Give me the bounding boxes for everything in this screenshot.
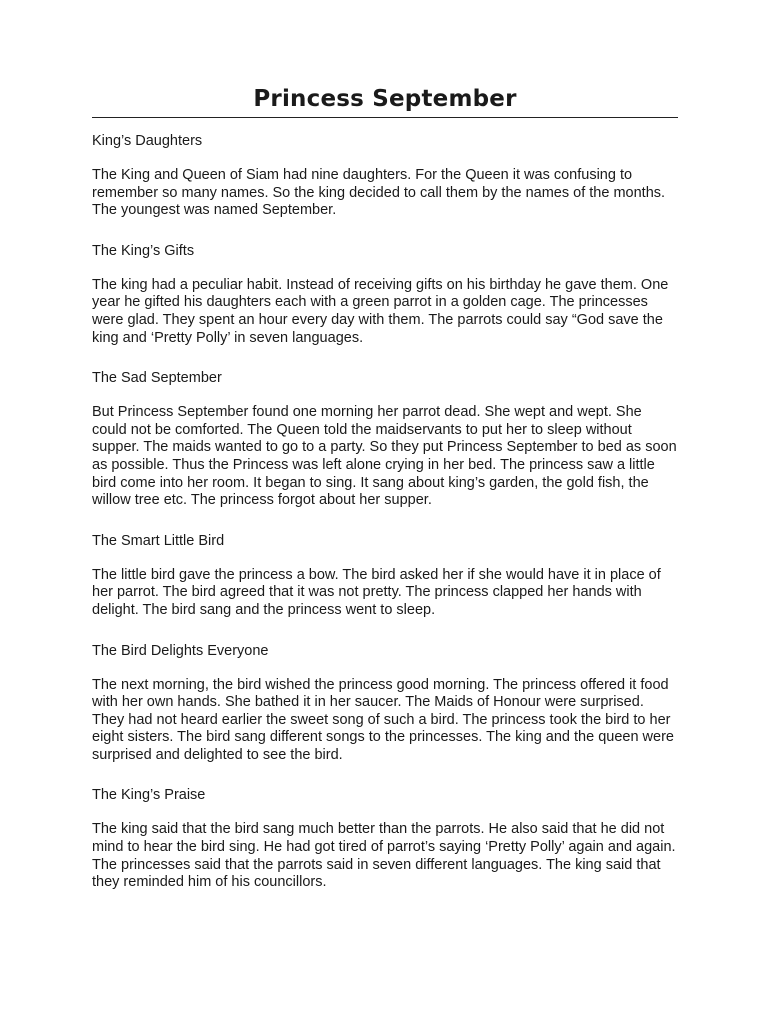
section-heading: The Bird Delights Everyone bbox=[92, 642, 269, 659]
section-heading: The Sad September bbox=[92, 370, 222, 387]
section-heading: King’s Daughters bbox=[92, 133, 203, 149]
section-bird-delights-everyone bbox=[92, 642, 678, 765]
section-paragraph: The next morning, the bird wished the princess good morning. The princess offered it food with her own hands. She bathed it in her saucer. The Maids of Honour were surprised. They had not heard earlier the sweet song of such a bird. The princess took the bird to her eight sisters. The bird sang different songs to the princesses. The king and the queen were surprised and delighted to see the bird. bbox=[92, 676, 674, 763]
section-paragraph: The king said that the bird sang much better than the parrots. He also said that he did not mind to hear the bird sing. He had got tired of parrot’s saying ‘Pretty Polly’ again and again. The princesses said that the parrots said in seven different languages. The king said that they reminded him of his councillors. bbox=[92, 821, 676, 891]
section-paragraph: The little bird gave the princess a bow. The bird asked her if she would have it in place of her parrot. The bird agreed that it was not pretty. The princess clapped her hands with delight. The bird sang and the princess went to sleep. bbox=[92, 566, 661, 618]
section-sad-september bbox=[92, 369, 678, 510]
document-page bbox=[92, 86, 678, 914]
section-kings-gifts bbox=[92, 242, 678, 347]
document-body bbox=[92, 132, 678, 892]
section-kings-daughters bbox=[92, 132, 678, 220]
section-paragraph: But Princess September found one morning her parrot dead. She wept and wept. She could not be comforted. The Queen told the maidservants to put her to sleep without supper. The maids wanted to go to a party. So they put Princess September to bed as soon as possible. Thus the Princess was left alone crying in her bed. The princess saw a little bird come into her room. It began to sing. It sang about king’s garden, the gold fish, the willow tree etc. The princess forgot about her supper. bbox=[92, 404, 677, 509]
section-smart-little-bird bbox=[92, 532, 678, 620]
section-heading: The Smart Little Bird bbox=[92, 532, 225, 549]
section-paragraph: The King and Queen of Siam had nine daughters. For the Queen it was confusing to remember so many names. So the king decided to call them by the names of the months. The youngest was named September. bbox=[92, 167, 666, 219]
section-heading: The King’s Praise bbox=[92, 787, 206, 804]
page-title: Princess September bbox=[92, 86, 678, 118]
section-heading: The King’s Gifts bbox=[92, 242, 195, 259]
section-kings-praise bbox=[92, 786, 678, 891]
section-paragraph: The king had a peculiar habit. Instead of receiving gifts on his birthday he gave them. One year he gifted his daughters each with a green parrot in a golden cage. The princesses were glad. They spent an hour every day with them. The parrots could say “God save the king and ‘Pretty Polly’ in seven languages. bbox=[92, 276, 669, 346]
